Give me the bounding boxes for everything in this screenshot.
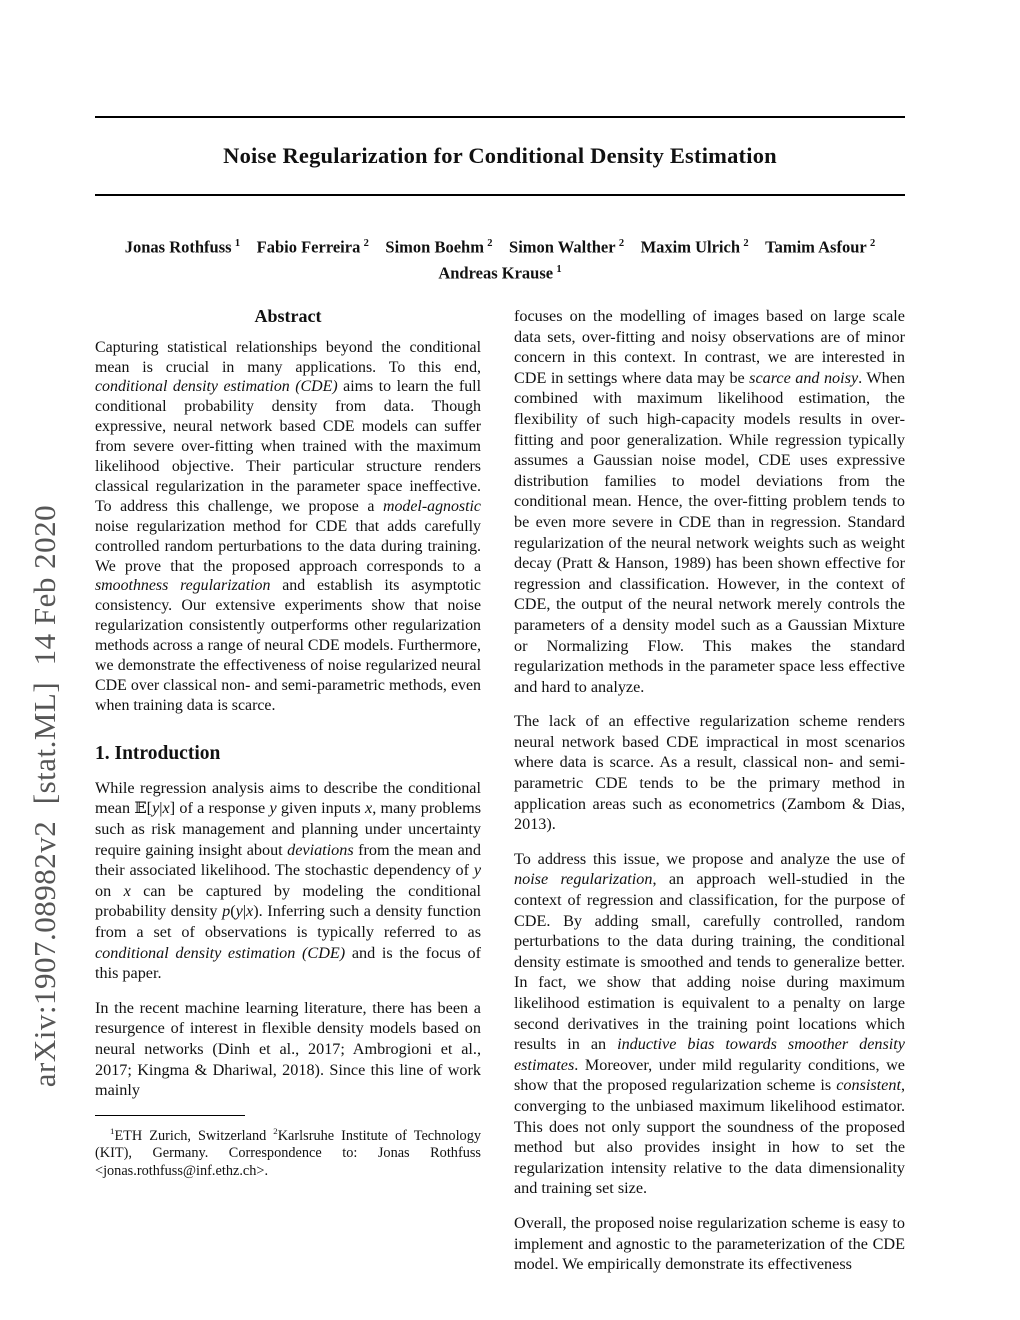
- right-paragraph-3: To address this issue, we propose and analyze the use of noise regularization, an approach well-studied in the context of regression and classification, for the purpose of CDE. By adding small, carefully controlled, random perturbations to the data during training, the conditional density estimate is smoothed and tends to generalize better. In fact, we show that adding noise during maximum likelihood estimation is equivalent to a penalty on large second derivatives in the training point locations which results in an inductive bias towards smoother density estimates. Moreover, under mild regularity conditions, we show that the proposed regularization scheme is consistent, converging to the unbiased maximum likelihood estimator. This does not only support the soundness of the proposed method but also provides insight in how to set the regularization intensity relative to the data dimensionality and training set size.: [514, 849, 905, 1198]
- intro-paragraph-2: In the recent machine learning literature, there has been a resurgence of interest in flexible density models based on neural networks (Dinh et al., 2017; Ambrogioni et al., 2017; Kingma & Dhariwal, 2018). Since this line of work mainly: [95, 998, 481, 1100]
- intro-paragraph-1: While regression analysis aims to describe the conditional mean 𝔼[y|x] of a response y given inputs x, many problems such as risk management and planning under uncertainty require gaining insight about deviations from the mean and their associated likelihood. The stochastic dependency of y on x can be captured by modeling the conditional probability density p(y|x). Inferring such a density function from a set of observations is typically referred to as conditional density estimation (CDE) and is the focus of this paper.: [95, 778, 482, 983]
- title-block: [95, 116, 905, 196]
- footnote-rule: [95, 1115, 245, 1116]
- paper-title: Noise Regularization for Conditional Density Estimation: [223, 143, 777, 168]
- left-column: [95, 306, 481, 1180]
- right-paragraph-2: The lack of an effective regularization scheme renders neural network based CDE impractical in most scenarios where data is scarce. As a result, classical non- and semi-parametric CDE tends to be the primary method in application areas such as econometrics (Zambom & Dias, 2013).: [514, 712, 905, 834]
- author-line-1: Jonas Rothfuss $^1$ Fabio Ferreira $^2$ Simon Boehm $^2$ Simon Walther $^2$ Maxim Ulrich $^2$ Tamim Asfour $^2$: [124, 237, 876, 257]
- abstract-heading: Abstract: [254, 306, 322, 326]
- abstract-paragraph: Capturing statistical relationships beyond the conditional mean is crucial in many applications. To this end, conditional density estimation (CDE) aims to learn the full conditional probability density from data. Though expressive, neural network based CDE models can suffer from severe over-fitting when trained with the maximum likelihood objective. Their particular structure renders classical regularization in the parameter space ineffective. To address this challenge, we propose a model-agnostic noise regularization method for CDE that adds carefully controlled random perturbations to the data during training. We prove that the proposed approach corresponds to a smoothness regularization and establish its asymptotic consistency. Our extensive experiments show that noise regularization consistently outperforms other regularization methods across a range of neural CDE models. Furthermore, we demonstrate the effectiveness of noise regularized neural CDE over classical non- and semi-parametric methods, even when training data is scarce.: [95, 338, 481, 714]
- arxiv-watermark: arXiv:1907.08982v2 [stat.ML] 14 Feb 2020: [27, 504, 62, 1088]
- right-paragraph-4: Overall, the proposed noise regularization scheme is easy to implement and agnostic to the parameterization of the CDE model. We empirically demonstrate its effectiveness: [514, 1213, 905, 1274]
- section-1-heading: 1. Introduction: [95, 742, 221, 764]
- author-block: [95, 233, 905, 284]
- right-paragraph-1: focuses on the modelling of images based on large scale data sets, over-fitting and noisy observations are of minor concern in this context. In contrast, we are interested in CDE in settings where data may be scarce and noisy. When combined with maximum likelihood estimation, the flexibility of such high-capacity models results in over-fitting and poor generalization. While regression typically assumes a Gaussian noise model, CDE uses expressive distribution families to model deviations from the conditional mean. Hence, the over-fitting problem tends to be even more severe in CDE than in regression. Standard regularization of the neural network weights such as weight decay (Pratt & Hanson, 1989) has been shown effective for regression and classification. However, in the context of CDE, the output of the neural network merely controls the parameters of a density model such as a Gaussian Mixture or Normalizing Flow. This makes the standard regularization methods in the parameter space less effective and hard to analyze.: [514, 307, 905, 696]
- right-column: [514, 306, 905, 1275]
- author-line-2: Andreas Krause $^1$: [438, 263, 562, 282]
- affiliation-footnote: $^1$ETH Zurich, Switzerland $^2$Karlsruhe Institute of Technology (KIT), Germany. Correspondence to: Jonas Rothfuss <jonas.rothfuss@inf.ethz.ch>.: [95, 1125, 481, 1179]
